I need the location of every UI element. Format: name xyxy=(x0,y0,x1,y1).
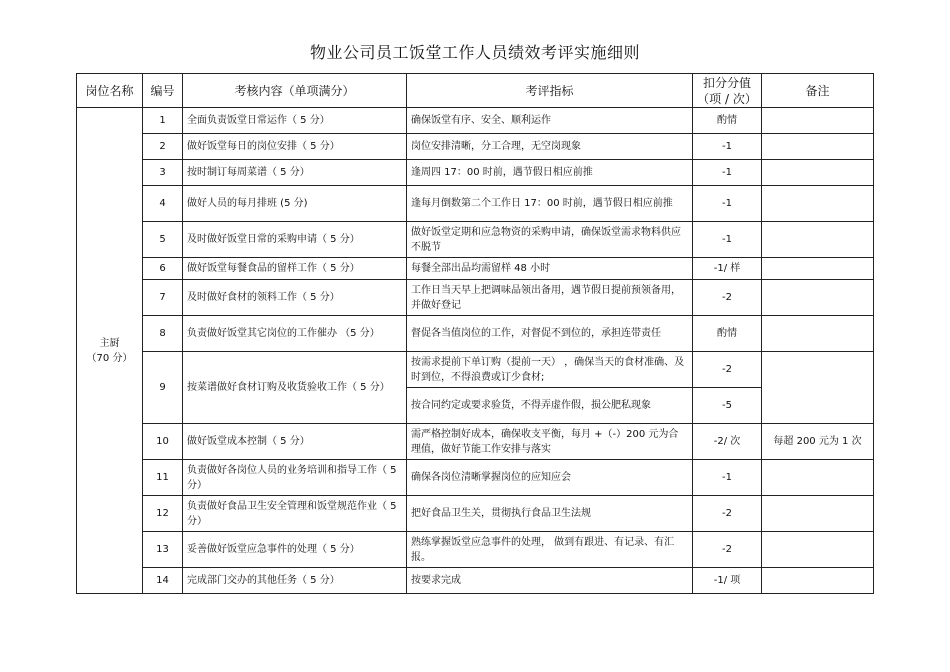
row-no: 5 xyxy=(143,222,183,258)
row-score: -1 xyxy=(693,460,762,496)
row-no: 8 xyxy=(143,316,183,352)
post-total: （70 分） xyxy=(86,352,133,364)
header-remark: 备注 xyxy=(762,74,874,108)
row-indicator: 工作日当天早上把调味品领出备用，遇节假日提前预领备用，并做好登记 xyxy=(407,280,693,316)
row-remark xyxy=(762,222,874,258)
row-no: 12 xyxy=(143,496,183,532)
table-row xyxy=(77,258,874,280)
table-row xyxy=(77,160,874,186)
row-remark xyxy=(762,258,874,280)
row-remark xyxy=(762,352,874,424)
row-score: -1 xyxy=(693,222,762,258)
row-score: -2 xyxy=(693,496,762,532)
row-score: 酌情 xyxy=(693,316,762,352)
row-remark xyxy=(762,532,874,568)
row-indicator: 岗位安排清晰，分工合理，无空岗现象 xyxy=(407,134,693,160)
post-name-cell xyxy=(77,108,143,594)
table-row xyxy=(77,108,874,134)
row-no: 7 xyxy=(143,280,183,316)
row-content: 完成部门交办的其他任务（ 5 分） xyxy=(183,568,407,594)
row-indicator: 按需求提前下单订购（提前一天） ，确保当天的食材准确、及时到位，不得浪费或订少食材; xyxy=(407,352,693,388)
row-score: -2 xyxy=(693,352,762,388)
row-remark xyxy=(762,134,874,160)
table-row xyxy=(77,186,874,222)
row-content: 及时做好食材的领料工作（ 5 分） xyxy=(183,280,407,316)
row-indicator: 逢每月倒数第二个工作日 17：00 时前，遇节假日相应前推 xyxy=(407,186,693,222)
row-content: 全面负责饭堂日常运作（ 5 分） xyxy=(183,108,407,134)
table-row xyxy=(77,134,874,160)
row-indicator: 需严格控制好成本，确保收支平衡，每月 +（-）200 元为合理值，做好节能工作安排与落实 xyxy=(407,424,693,460)
row-content: 做好饭堂每餐食品的留样工作（ 5 分） xyxy=(183,258,407,280)
row-content: 做好饭堂每日的岗位安排（ 5 分） xyxy=(183,134,407,160)
row-score: 酌情 xyxy=(693,108,762,134)
row-indicator: 按要求完成 xyxy=(407,568,693,594)
row-content: 负责做好饭堂其它岗位的工作催办 （5 分） xyxy=(183,316,407,352)
post-name: 主厨 xyxy=(99,337,120,349)
row-content: 负责做好各岗位人员的业务培训和指导工作（ 5 分） xyxy=(183,460,407,496)
table-row xyxy=(77,316,874,352)
table-row xyxy=(77,424,874,460)
row-score: -1/ 样 xyxy=(693,258,762,280)
row-score: -1 xyxy=(693,160,762,186)
row-score: -2/ 次 xyxy=(693,424,762,460)
header-content: 考核内容（单项满分） xyxy=(183,74,407,108)
table-row xyxy=(77,222,874,258)
row-remark xyxy=(762,108,874,134)
row-no: 2 xyxy=(143,134,183,160)
row-remark xyxy=(762,280,874,316)
header-row xyxy=(77,74,874,108)
row-score: -1 xyxy=(693,186,762,222)
row-no: 10 xyxy=(143,424,183,460)
row-indicator: 确保各岗位清晰掌握岗位的应知应会 xyxy=(407,460,693,496)
row-no: 4 xyxy=(143,186,183,222)
row-remark xyxy=(762,160,874,186)
document-title: 物业公司员工饭堂工作人员绩效考评实施细则 xyxy=(309,43,640,62)
row-score: -5 xyxy=(693,388,762,424)
row-no: 14 xyxy=(143,568,183,594)
row-remark xyxy=(762,496,874,532)
row-no: 1 xyxy=(143,108,183,134)
row-indicator: 逢周四 17：00 时前，遇节假日相应前推 xyxy=(407,160,693,186)
row-indicator: 确保饭堂有序、安全、顺利运作 xyxy=(407,108,693,134)
row-content: 做好人员的每月排班 (5 分) xyxy=(183,186,407,222)
header-indicator: 考评指标 xyxy=(407,74,693,108)
row-score: -2 xyxy=(693,532,762,568)
row-score: -1/ 项 xyxy=(693,568,762,594)
header-deduct-line1: 扣分分值 xyxy=(702,75,751,90)
row-no: 3 xyxy=(143,160,183,186)
row-content: 妥善做好饭堂应急事件的处理（ 5 分） xyxy=(183,532,407,568)
table-row xyxy=(77,496,874,532)
row-indicator: 熟练掌握饭堂应急事件的处理， 做到有跟进、有记录、有汇报。 xyxy=(407,532,693,568)
row-indicator: 把好食品卫生关，贯彻执行食品卫生法规 xyxy=(407,496,693,532)
row-indicator: 每餐全部出品均需留样 48 小时 xyxy=(407,258,693,280)
row-no: 6 xyxy=(143,258,183,280)
row-indicator: 督促各当值岗位的工作，对督促不到位的，承担连带责任 xyxy=(407,316,693,352)
row-content: 及时做好饭堂日常的采购申请（ 5 分） xyxy=(183,222,407,258)
header-no: 编号 xyxy=(143,74,183,108)
row-content: 做好饭堂成本控制（ 5 分） xyxy=(183,424,407,460)
row-remark xyxy=(762,316,874,352)
row-indicator: 做好饭堂定期和应急物资的采购申请，确保饭堂需求物料供应不脱节 xyxy=(407,222,693,258)
row-content: 按时制订每周菜谱（ 5 分） xyxy=(183,160,407,186)
row-remark xyxy=(762,186,874,222)
table-row xyxy=(77,352,874,388)
table-row xyxy=(77,568,874,594)
row-remark xyxy=(762,568,874,594)
row-remark: 每超 200 元为 1 次 xyxy=(762,424,874,460)
table-row xyxy=(77,532,874,568)
row-no: 13 xyxy=(143,532,183,568)
row-score: -1 xyxy=(693,134,762,160)
table-row xyxy=(77,280,874,316)
row-no: 11 xyxy=(143,460,183,496)
header-deduct xyxy=(693,74,762,108)
row-indicator: 按合同约定或要求验货，不得弄虚作假，损公肥私现象 xyxy=(407,388,693,424)
row-score: -2 xyxy=(693,280,762,316)
appraisal-table xyxy=(76,73,874,594)
header-post: 岗位名称 xyxy=(77,74,143,108)
row-content: 按菜谱做好食材订购及收货验收工作（ 5 分） xyxy=(183,352,407,424)
header-deduct-line2: （项 / 次） xyxy=(697,91,757,106)
table-row xyxy=(77,460,874,496)
row-remark xyxy=(762,460,874,496)
row-content: 负责做好食品卫生安全管理和饭堂规范作业（ 5 分） xyxy=(183,496,407,532)
row-no: 9 xyxy=(143,352,183,424)
